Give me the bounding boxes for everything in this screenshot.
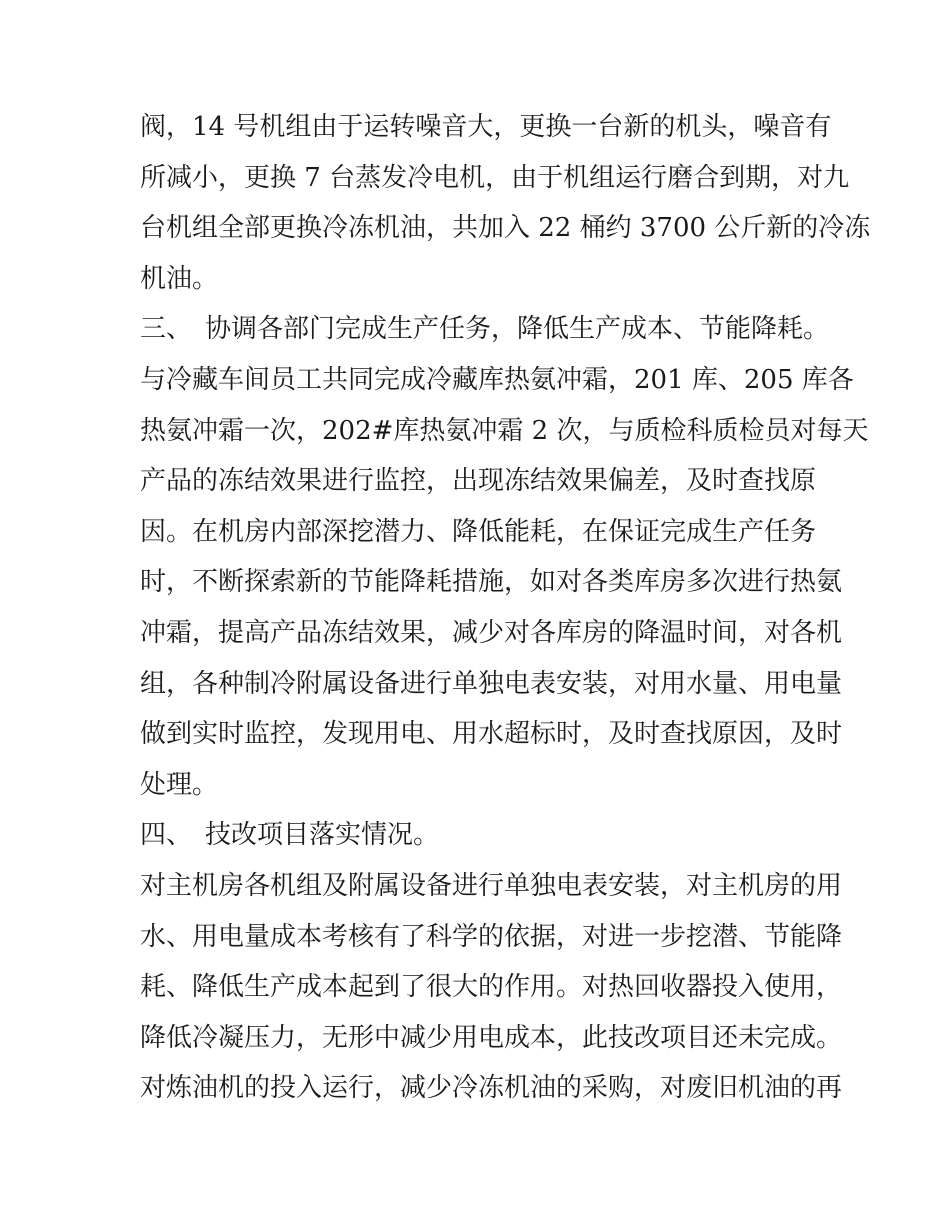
section-heading-3 bbox=[140, 304, 830, 355]
paragraph-line: 因。在机房内部深挖潜力、降低能耗，在保证完成生产任务 bbox=[140, 516, 817, 547]
paragraph-line: 耗、降低生产成本起到了很大的作用。对热回收器投入使用， bbox=[140, 972, 843, 1003]
paragraph-line: 对炼油机的投入运行，减少冷冻机油的采购，对废旧机油的再 bbox=[140, 1073, 843, 1104]
paragraph-line: 热氨冲霜一次，202#库热氨冲霜 2 次，与质检科质检员对每天 bbox=[140, 415, 869, 446]
paragraph-line: 阀，14 号机组由于运转噪音大，更换一台新的机头，噪音有 bbox=[140, 112, 832, 142]
paragraph-line: 所减小，更换 7 台蒸发冷电机，由于机组运行磨合到期，对九 bbox=[140, 162, 850, 193]
section-number: 三、 bbox=[140, 314, 193, 345]
paragraph-line: 做到实时监控，发现用电、用水超标时，及时查找原因，及时 bbox=[140, 719, 843, 750]
paragraph-line: 组，各种制冷附属设备进行单独电表安装，对用水量、用电量 bbox=[140, 668, 843, 699]
section-number: 四、 bbox=[140, 820, 193, 851]
paragraph-line: 时，不断探索新的节能降耗措施，如对各类库房多次进行热氨 bbox=[140, 567, 843, 598]
section-title: 协调各部门完成生产任务，降低生产成本、节能降耗。 bbox=[205, 314, 830, 345]
paragraph-line: 处理。 bbox=[140, 769, 219, 800]
paragraph-line: 对主机房各机组及附属设备进行单独电表安装，对主机房的用 bbox=[140, 870, 843, 901]
paragraph-line: 台机组全部更换冷冻机油，共加入 22 桶约 3700 公斤新的冷冻 bbox=[140, 213, 871, 244]
paragraph-line: 与冷藏车间员工共同完成冷藏库热氨冲霜，201 库、205 库各 bbox=[140, 364, 854, 395]
paragraph-line: 冲霜，提高产品冻结效果，减少对各库房的降温时间，对各机 bbox=[140, 617, 843, 648]
section-title: 技改项目落实情况。 bbox=[205, 820, 440, 851]
paragraph-line: 机油。 bbox=[140, 263, 219, 294]
paragraph-line: 降低冷凝压力，无形中减少用电成本，此技改项目还未完成。 bbox=[140, 1022, 843, 1053]
section-heading-4 bbox=[140, 810, 815, 861]
paragraph-line: 水、用电量成本考核有了科学的依据，对进一步挖潜、节能降 bbox=[140, 921, 843, 952]
document-body bbox=[140, 102, 871, 1114]
paragraph-line: 产品的冻结效果进行监控，出现冻结效果偏差，及时查找原 bbox=[140, 466, 817, 497]
